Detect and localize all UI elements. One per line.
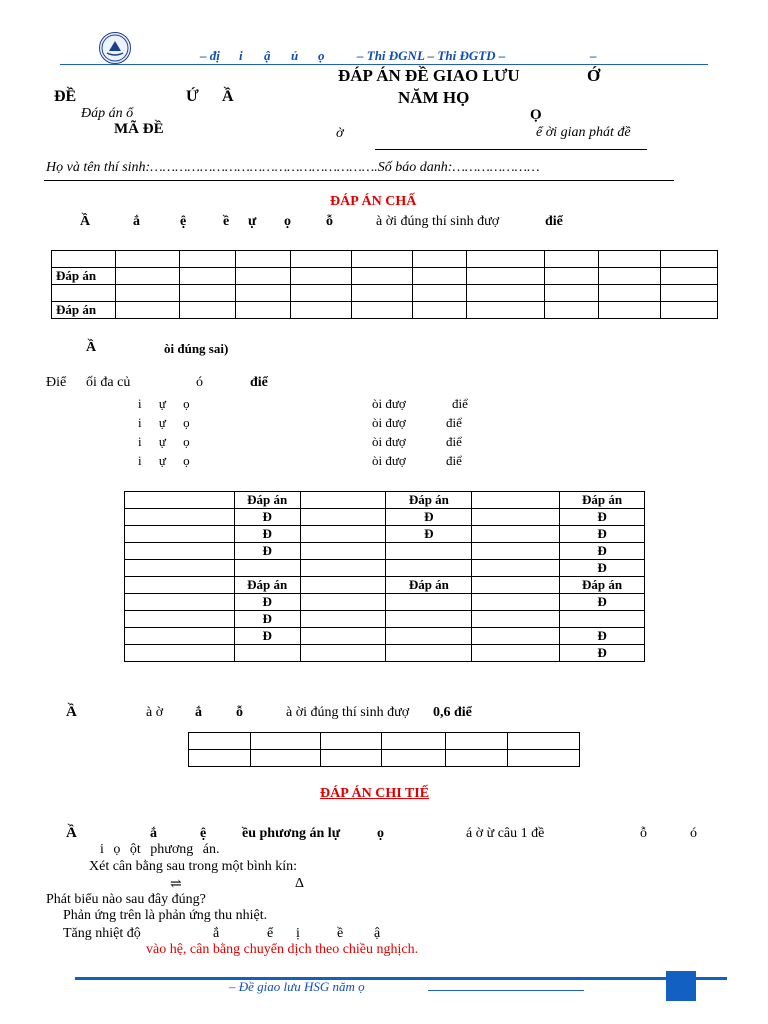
table-cell xyxy=(300,526,386,543)
table-cell: Đ xyxy=(560,628,645,645)
table-cell: Đ xyxy=(560,543,645,560)
table-cell: Đáp án xyxy=(560,492,645,509)
table-row xyxy=(125,560,645,577)
s3-head-e: à ời đúng thí sinh đượ xyxy=(286,705,410,720)
table-cell xyxy=(125,645,235,662)
header-part-3: ậ xyxy=(264,48,271,63)
table-row xyxy=(125,526,645,543)
s4-l1-f: á ờ ừ câu 1 đề xyxy=(466,826,545,841)
table-row xyxy=(125,577,645,594)
table-cell xyxy=(413,268,467,285)
header-part-6: – Thi ĐGNL – Thi ĐGTD – xyxy=(357,48,506,63)
table-cell xyxy=(52,285,116,302)
table-row xyxy=(125,628,645,645)
opt-b-e: ề xyxy=(337,926,344,941)
table-row xyxy=(125,492,645,509)
table-cell xyxy=(545,251,599,268)
table-cell xyxy=(52,251,116,268)
score-line-right: điể xyxy=(446,415,462,430)
table-cell xyxy=(472,560,560,577)
table-cell xyxy=(467,285,545,302)
school-logo xyxy=(99,32,131,64)
s4-l1-c: ệ xyxy=(200,826,207,841)
title-de: ĐỀ xyxy=(54,88,77,105)
score-line-left: i ự ọ xyxy=(138,396,190,411)
table-cell xyxy=(125,577,235,594)
header-part-1: – đị xyxy=(200,48,220,63)
option-b-continuation: vào hệ, cân bằng chuyển dịch theo chiều nghịch. xyxy=(146,942,419,957)
table-row xyxy=(52,268,718,285)
table-row xyxy=(189,750,580,767)
table-cell: Đ xyxy=(560,526,645,543)
student-info-underline xyxy=(44,180,674,181)
s1-inst-5: ọ xyxy=(284,214,291,229)
table-cell xyxy=(545,268,599,285)
s4-l1-b: ắ xyxy=(150,826,157,841)
table-cell xyxy=(599,285,661,302)
table-cell xyxy=(599,268,661,285)
table-cell xyxy=(320,750,382,767)
s3-head-c: ắ xyxy=(195,705,202,720)
table-cell xyxy=(300,611,386,628)
table-cell xyxy=(235,268,290,285)
title-o-small: ờ xyxy=(336,126,344,141)
opt-b-b: ắ xyxy=(213,926,220,941)
table-cell xyxy=(382,733,446,750)
header-part-4: ủ xyxy=(291,48,299,63)
table-cell xyxy=(446,733,508,750)
s4-l1-d: ều phương án lự xyxy=(242,826,341,841)
table-cell xyxy=(189,733,251,750)
s1-inst-0: Ầ xyxy=(80,214,91,229)
table-cell xyxy=(351,302,413,319)
table-row xyxy=(125,509,645,526)
table-cell xyxy=(115,251,179,268)
table-cell xyxy=(472,509,560,526)
s3-head-a: Ầ xyxy=(66,704,77,720)
table-cell xyxy=(300,492,386,509)
table-cell xyxy=(599,251,661,268)
table-cell: Đáp án xyxy=(386,577,472,594)
table-cell: Đ xyxy=(560,594,645,611)
table-cell xyxy=(290,302,351,319)
table-cell xyxy=(472,543,560,560)
table-cell xyxy=(179,251,235,268)
table-cell xyxy=(660,251,717,268)
table-cell xyxy=(189,750,251,767)
table-cell xyxy=(300,594,386,611)
s1-inst-1: ắ xyxy=(133,214,140,229)
header-part-7: – xyxy=(590,48,597,63)
score-line-mid: òi đượ xyxy=(372,415,406,430)
table-cell xyxy=(300,645,386,662)
table-cell xyxy=(545,302,599,319)
score-line-right: điể xyxy=(452,396,468,411)
table-cell xyxy=(472,628,560,645)
table-cell: Đ xyxy=(560,509,645,526)
question-text: Phát biểu nào sau đây đúng? xyxy=(46,892,206,907)
table-cell xyxy=(235,285,290,302)
footer-underline xyxy=(428,990,584,991)
table-cell xyxy=(472,577,560,594)
section2-heading-a: Ầ xyxy=(86,340,97,355)
s4-l1-g: ỗ xyxy=(640,826,647,841)
s4-l1-a: Ầ xyxy=(66,825,77,841)
table-cell: Đáp án xyxy=(52,302,116,319)
table-cell xyxy=(125,560,235,577)
section4-heading: ĐÁP ÁN CHI TIẾ xyxy=(320,786,430,801)
table-cell xyxy=(234,645,300,662)
table-cell xyxy=(125,594,235,611)
table-cell: Đáp án xyxy=(52,268,116,285)
title-line-1-tail: Ớ xyxy=(587,66,601,85)
table-cell: Đ xyxy=(386,526,472,543)
table-cell xyxy=(300,628,386,645)
table-cell: Đ xyxy=(234,594,300,611)
section1-heading: ĐÁP ÁN CHẤ xyxy=(330,194,417,209)
score-intro-d: điể xyxy=(250,375,268,390)
student-info: Họ và tên thí sinh:……………………………………………….Số báo danh:………………… xyxy=(46,160,540,175)
table-cell xyxy=(560,611,645,628)
table-cell xyxy=(599,302,661,319)
table-cell xyxy=(545,285,599,302)
table-cell xyxy=(125,509,235,526)
opt-b-a: Tăng nhiệt độ xyxy=(63,926,141,941)
table-row xyxy=(52,285,718,302)
table-cell xyxy=(300,509,386,526)
table-cell xyxy=(125,611,235,628)
equilibrium-arrow: ⇌ xyxy=(170,877,182,892)
header-part-2: i xyxy=(239,48,243,63)
table-cell xyxy=(290,285,351,302)
table-cell xyxy=(472,492,560,509)
table-cell: Đ xyxy=(234,509,300,526)
s3-head-b: à ờ xyxy=(146,705,164,720)
table-cell: Đ xyxy=(234,628,300,645)
table-cell: Đ xyxy=(234,611,300,628)
table-cell xyxy=(300,577,386,594)
title-ua: Ứ xyxy=(186,88,199,105)
table-cell: Đ xyxy=(234,543,300,560)
table-cell xyxy=(125,628,235,645)
table-row xyxy=(189,733,580,750)
table-cell xyxy=(234,560,300,577)
s1-inst-8: điể xyxy=(545,214,563,229)
opt-b-c: ể xyxy=(267,926,274,941)
table-cell xyxy=(351,285,413,302)
table-cell xyxy=(386,611,472,628)
table-cell xyxy=(290,251,351,268)
table-cell xyxy=(413,251,467,268)
s1-inst-6: ỗ xyxy=(326,214,333,229)
table-cell xyxy=(660,285,717,302)
table-cell xyxy=(413,285,467,302)
table-cell xyxy=(446,750,508,767)
footer-divider xyxy=(75,977,727,980)
score-line-right: điể xyxy=(446,434,462,449)
s1-inst-3: ề xyxy=(223,214,230,229)
table-cell xyxy=(472,611,560,628)
score-intro-b: ối đa củ xyxy=(86,375,131,390)
title-a: Ầ xyxy=(222,88,234,105)
table-cell xyxy=(472,594,560,611)
table-cell xyxy=(386,645,472,662)
table-cell xyxy=(125,492,235,509)
header-part-5: ọ xyxy=(318,48,325,63)
footer-text: – Đề giao lưu HSG năm ọ xyxy=(229,979,365,994)
table-cell: Đ xyxy=(560,645,645,662)
table-cell: Đáp án xyxy=(560,577,645,594)
thoi-gian-label: ể ời gian phát đề xyxy=(536,125,631,140)
table-cell xyxy=(382,750,446,767)
score-line-left: i ự ọ xyxy=(138,415,190,430)
table-cell xyxy=(115,285,179,302)
table-cell xyxy=(235,302,290,319)
section3-answer-table xyxy=(188,732,580,767)
title-line-1: ĐÁP ÁN ĐỀ GIAO LƯU xyxy=(338,66,520,85)
table-cell xyxy=(508,733,580,750)
score-intro-c: ó xyxy=(196,375,203,390)
table-cell xyxy=(467,251,545,268)
table-cell xyxy=(320,733,382,750)
table-cell xyxy=(386,560,472,577)
section2-answer-table xyxy=(124,491,645,662)
title-line-2: NĂM HỌ xyxy=(398,88,470,107)
table-cell xyxy=(300,560,386,577)
table-row xyxy=(52,251,718,268)
header-divider xyxy=(60,64,708,65)
score-line-left: i ự ọ xyxy=(138,453,190,468)
table-cell xyxy=(386,594,472,611)
table-row xyxy=(125,645,645,662)
table-cell xyxy=(472,526,560,543)
table-cell xyxy=(413,302,467,319)
s1-inst-2: ệ xyxy=(180,214,187,229)
equilibrium-intro: Xét cân bằng sau trong một bình kín: xyxy=(89,859,298,874)
s4-l1-e: ọ xyxy=(377,826,384,841)
title-o-right: Ọ xyxy=(530,107,542,123)
table-cell xyxy=(660,302,717,319)
table-cell: Đáp án xyxy=(234,577,300,594)
s3-head-d: ỗ xyxy=(236,705,243,720)
section2-heading-b: òi đúng sai) xyxy=(164,341,229,356)
table-cell xyxy=(467,302,545,319)
score-intro-a: Điể xyxy=(46,375,67,390)
table-cell xyxy=(660,268,717,285)
score-line-mid: òi đượ xyxy=(372,396,406,411)
table-cell xyxy=(115,302,179,319)
dap-an-label: Đáp án ổ xyxy=(81,106,134,121)
table-cell: Đáp án xyxy=(234,492,300,509)
s1-inst-4: ự xyxy=(248,214,257,229)
score-line-mid: òi đượ xyxy=(372,453,406,468)
table-cell xyxy=(351,268,413,285)
s4-l1-h: ó xyxy=(690,826,697,841)
table-cell: Đ xyxy=(560,560,645,577)
table-cell xyxy=(467,268,545,285)
table-cell xyxy=(250,750,320,767)
option-a: Phản ứng trên là phản ứng thu nhiệt. xyxy=(63,908,268,923)
table-cell xyxy=(386,628,472,645)
equilibrium-delta: Δ xyxy=(295,876,305,891)
score-line-right: điể xyxy=(446,453,462,468)
s1-inst-7: à ời đúng thí sinh đượ xyxy=(376,214,500,229)
table-cell xyxy=(179,302,235,319)
score-line-mid: òi đượ xyxy=(372,434,406,449)
table-cell xyxy=(472,645,560,662)
table-cell xyxy=(386,543,472,560)
opt-b-f: ậ xyxy=(374,926,381,941)
table-cell: Đáp án xyxy=(386,492,472,509)
score-line-left: i ự ọ xyxy=(138,434,190,449)
page-number-box xyxy=(666,971,696,1001)
table-row xyxy=(125,594,645,611)
table-cell xyxy=(351,251,413,268)
table-cell xyxy=(179,268,235,285)
title-underline xyxy=(375,149,647,150)
table-cell xyxy=(115,268,179,285)
table-cell xyxy=(125,543,235,560)
table-row xyxy=(52,302,718,319)
table-cell xyxy=(300,543,386,560)
ma-de-label: MÃ ĐỀ xyxy=(114,121,164,137)
table-cell xyxy=(125,526,235,543)
table-cell: Đ xyxy=(386,509,472,526)
s3-head-f: 0,6 điể xyxy=(433,705,472,720)
table-cell xyxy=(179,285,235,302)
table-cell xyxy=(290,268,351,285)
table-cell xyxy=(235,251,290,268)
table-row xyxy=(125,611,645,628)
table-cell xyxy=(508,750,580,767)
s4-line2: i ọ ột phương án. xyxy=(100,842,220,857)
opt-b-d: ị xyxy=(296,926,300,941)
table-cell: Đ xyxy=(234,526,300,543)
table-cell xyxy=(250,733,320,750)
table-row xyxy=(125,543,645,560)
section1-answer-table xyxy=(51,250,718,319)
